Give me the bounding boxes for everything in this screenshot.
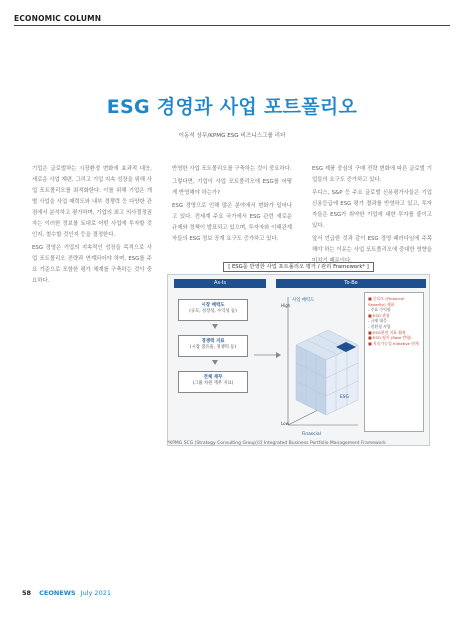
magazine-name: CEONEWS — [39, 589, 76, 597]
criteria-item: ■ 중요도 (Financial Severity) 제품 — [368, 296, 404, 307]
column-tag: ECONOMIC COLUMN — [14, 14, 102, 23]
cube-grid-icon — [296, 330, 358, 415]
paragraph: 앞서 언급한 것과 같이 ESG 경영 패러다임에 주목해야 하는 이유는 사업 포트폴리오에 중대한 영향을 미치기 때문이다. — [312, 236, 432, 264]
figure-footnote: *KPMG SCG (Strategy Consulting Group)의 Integrated Business Portfolio Management Framework — [167, 441, 386, 446]
axis-high-label: High — [281, 303, 291, 308]
page-footer — [22, 589, 111, 597]
criteria-item: - 주요 수익원 — [368, 307, 391, 313]
right-arrow-icon — [276, 352, 281, 358]
y-axis-label: 사업 매력도 — [292, 298, 315, 303]
framework-diagram — [167, 274, 430, 446]
paragraph: 반영한 사업 포트폴리오를 구축하는 것이 중요하다. — [172, 166, 292, 172]
paragraph: ESG 제품 중심의 구매 전략 변화에 따른 글로벌 기업들의 요구도 증가하고 있다. — [312, 166, 432, 183]
top-divider — [14, 25, 450, 26]
step-name: 시장 매력도 — [201, 303, 225, 308]
step-desc: (규모, 성장성, 수익성 등) — [189, 309, 237, 314]
axis-low-label: Low — [281, 421, 289, 426]
paragraph: 그렇다면, 기업이 사업 포트폴리오에 ESG를 어떻게 반영해야 하는가? — [172, 179, 292, 196]
tobe-header: To-Be — [276, 279, 426, 288]
criteria-item: - 친환경 사업 — [368, 323, 391, 329]
paragraph: ESG 경영으로 인해 많은 분야에서 변화가 일어나고 있다. 전세계 주요 국가에서 ESG 관련 새로운 규제와 정책이 발표되고 있으며, 투자자와 이해관계자들의 ESG 정보 공개 요구도 증가하고 있다. — [172, 203, 292, 242]
z-axis-label: ESG — [340, 395, 349, 400]
criteria-item: - 규제 대응 — [368, 318, 387, 324]
step-desc: (시장 점유율, 경쟁력 등) — [189, 345, 237, 350]
paragraph: 기업은 글로벌하는 시장환경 변화에 효과적 대응, 새로운 사업 재편, 그리고 기업 지속 성장을 위해 사업 포트폴리오를 최적화한다. 이를 위해 기업은 개별 사업을 사업 매력도와 내부 경쟁력 등 다양한 관점에서 분석하고 평가하며, 기업의 최고 의사결정권자는 이러한 정보를 토대로 어떤 사업에 투자할 것인지, 철수할 것인지 등을 결정한다. — [32, 166, 152, 238]
article-byline: 이동석 상무/KPMG ESG 비즈니스그룹 리더 — [178, 133, 286, 139]
article-title: ESG 경영과 사업 포트폴리오 — [106, 96, 358, 118]
paragraph: 무디스, S&P 등 주요 글로벌 신용평가사들은 기업 신용등급에 ESG 평가 결과를 반영하고 있고, 투자자들은 ESG가 취약한 기업에 대한 투자를 줄이고 있다. — [312, 190, 432, 229]
step-desc: (그룹 차원 재무 지표) — [192, 381, 234, 386]
asis-header: As-Is — [174, 279, 266, 288]
framework-figure — [167, 262, 430, 446]
criteria-item: ■ ESG 관점 — [368, 312, 390, 318]
criteria-item: ■ ESG 평가 (Rate 반영) — [368, 335, 412, 341]
tobe-criteria-panel — [364, 292, 424, 432]
figure-title: [ ESG를 반영한 사업 포트폴리오 평가 / 관리 Framework* ] — [223, 262, 374, 272]
x-axis-label: Financial — [302, 432, 321, 437]
step-name: 경쟁력 지표 — [201, 339, 225, 344]
paragraph: ESG 경영은 기업의 지속적인 성장을 목적으로 사업 포트폴리오 전략과 연계되어야 하며, ESG를 주요 기준으로 포함한 평가 체계를 구축하는 것이 중요하다. — [32, 245, 152, 284]
criteria-item: ■ ESG관련 지표 활용 — [368, 329, 406, 335]
step-name: 전체 재무 — [203, 375, 223, 380]
page-number: 58 — [22, 589, 32, 597]
text-column-1 — [32, 164, 152, 287]
criteria-item: ■ 지속가능성 Initiative 연계 — [368, 340, 419, 346]
issue-date: July 2021 — [80, 589, 111, 597]
